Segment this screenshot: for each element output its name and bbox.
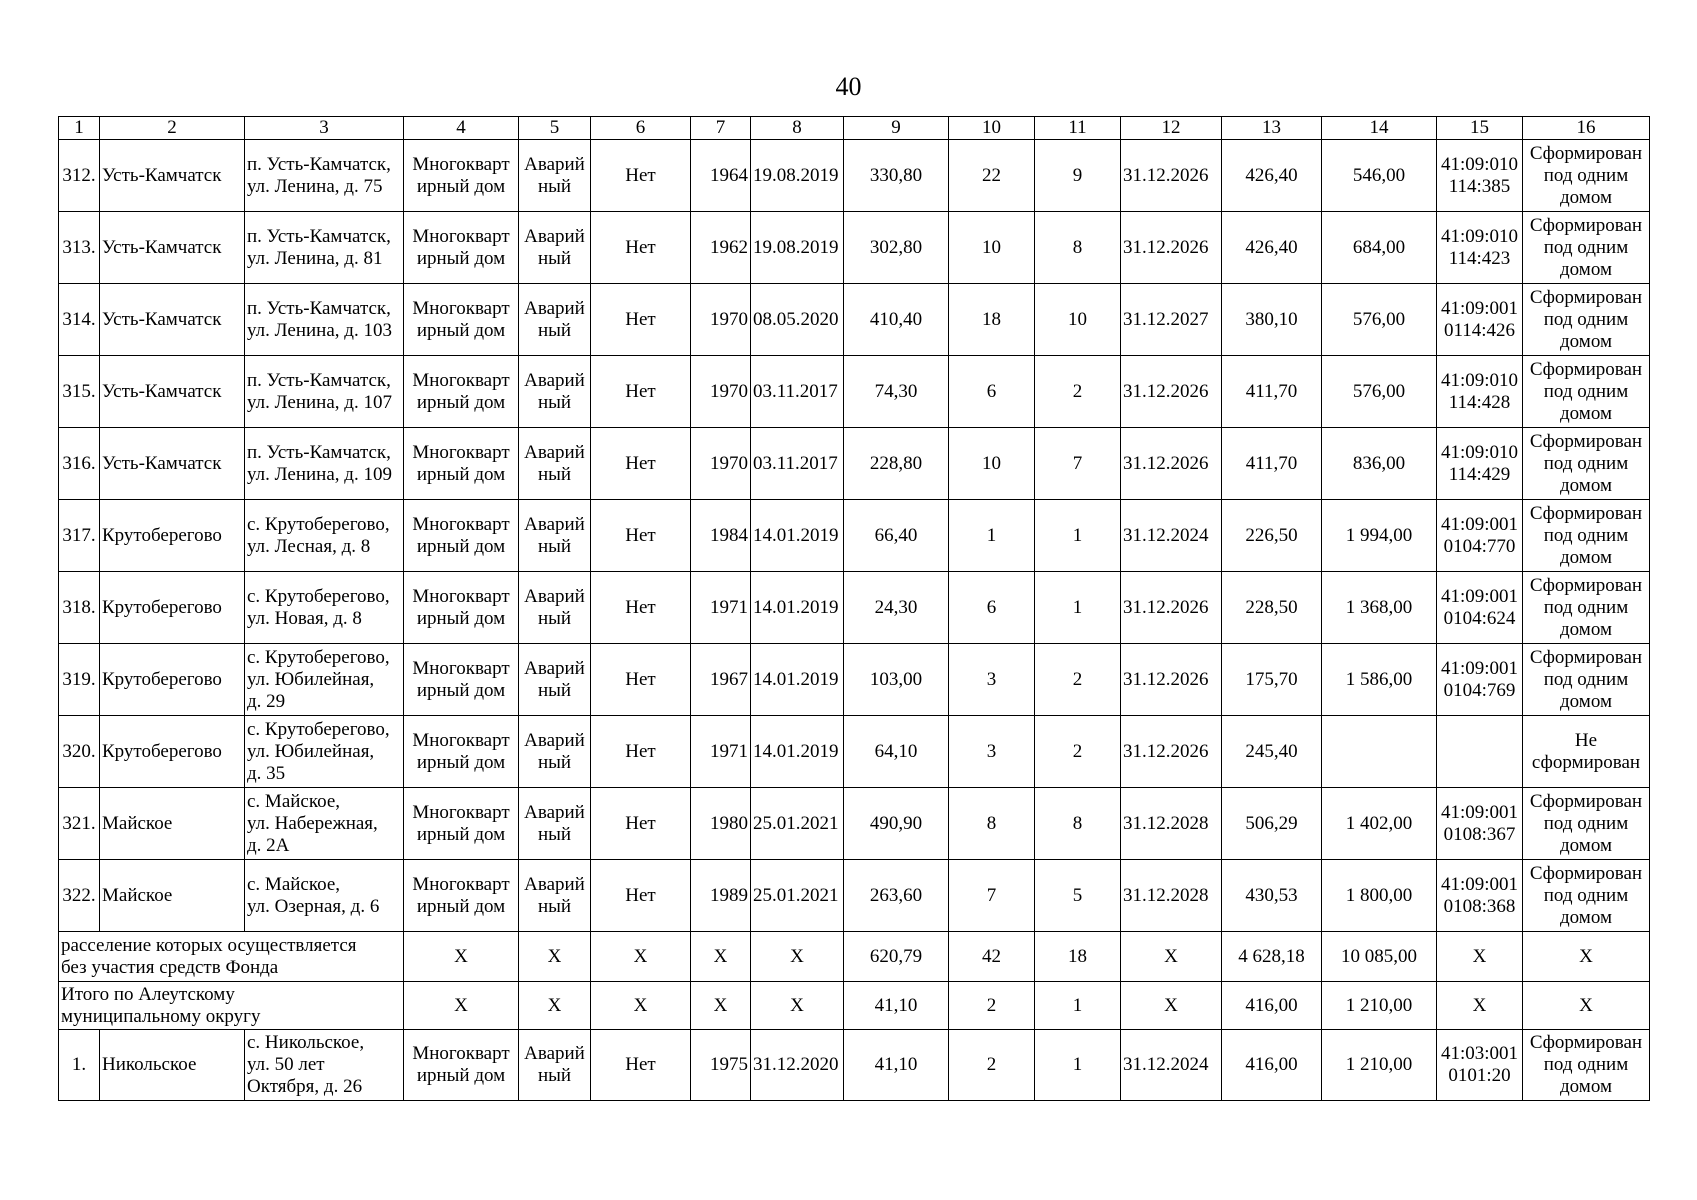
housing-register-table: [58, 116, 1650, 1101]
table-row: [59, 1030, 1650, 1101]
total-cell: 4 628,18: [1222, 932, 1322, 982]
table-cell: 321.: [59, 788, 100, 860]
column-number-cell: 13: [1222, 117, 1322, 140]
table-cell: Многокварт ирный дом: [404, 284, 519, 356]
total-cell: X: [1121, 932, 1222, 982]
table-row: [59, 788, 1650, 860]
table-cell: Сформирован под одним домом: [1523, 788, 1650, 860]
table-cell: 490,90: [844, 788, 949, 860]
column-number-cell: 8: [751, 117, 844, 140]
table-cell: Многокварт ирный дом: [404, 860, 519, 932]
table-cell: 31.12.2026: [1121, 428, 1222, 500]
table-cell: 14.01.2019: [751, 716, 844, 788]
table-cell: 41:09:001 0104:769: [1437, 644, 1523, 716]
table-cell: 10: [1035, 284, 1121, 356]
table-cell: Аварий ный: [519, 140, 591, 212]
total-cell: 2: [949, 982, 1035, 1030]
column-number-cell: 9: [844, 117, 949, 140]
table-cell: 1: [949, 500, 1035, 572]
table-cell: 8: [1035, 788, 1121, 860]
table-cell: 228,50: [1222, 572, 1322, 644]
table-cell: Многокварт ирный дом: [404, 1030, 519, 1101]
table-cell: 1 210,00: [1322, 1030, 1437, 1101]
table-cell: 31.12.2024: [1121, 1030, 1222, 1101]
table-cell: 31.12.2026: [1121, 212, 1222, 284]
table-cell: 410,40: [844, 284, 949, 356]
table-cell: 576,00: [1322, 356, 1437, 428]
total-cell: 42: [949, 932, 1035, 982]
table-cell: Многокварт ирный дом: [404, 572, 519, 644]
table-cell: Крутоберегово: [100, 644, 245, 716]
total-cell: X: [1523, 982, 1650, 1030]
column-number-cell: 10: [949, 117, 1035, 140]
table-cell: 8: [1035, 212, 1121, 284]
table-cell: Сформирован под одним домом: [1523, 500, 1650, 572]
table-cell: Аварий ный: [519, 212, 591, 284]
table-cell: Усть-Камчатск: [100, 356, 245, 428]
total-row: [59, 982, 1650, 1030]
table-cell: Нет: [591, 644, 691, 716]
table-cell: 64,10: [844, 716, 949, 788]
table-cell: 19.08.2019: [751, 140, 844, 212]
table-cell: 319.: [59, 644, 100, 716]
table-cell: Сформирован под одним домом: [1523, 860, 1650, 932]
total-cell: X: [519, 932, 591, 982]
total-cell: 1: [1035, 982, 1121, 1030]
table-cell: Нет: [591, 860, 691, 932]
table-cell: [1437, 716, 1523, 788]
table-cell: Сформирован под одним домом: [1523, 428, 1650, 500]
table-cell: Многокварт ирный дом: [404, 788, 519, 860]
table-cell: 576,00: [1322, 284, 1437, 356]
total-cell: X: [591, 932, 691, 982]
table-cell: 546,00: [1322, 140, 1437, 212]
table-cell: 1980: [691, 788, 751, 860]
table-cell: 19.08.2019: [751, 212, 844, 284]
table-cell: 1971: [691, 716, 751, 788]
table-row: [59, 140, 1650, 212]
table-cell: с. Крутоберегово, ул. Лесная, д. 8: [245, 500, 404, 572]
table-cell: Многокварт ирный дом: [404, 500, 519, 572]
table-cell: Многокварт ирный дом: [404, 356, 519, 428]
total-cell: 620,79: [844, 932, 949, 982]
column-number-cell: 2: [100, 117, 245, 140]
table-cell: п. Усть-Камчатск, ул. Ленина, д. 81: [245, 212, 404, 284]
table-cell: 41:09:010 114:423: [1437, 212, 1523, 284]
table-body: [59, 140, 1650, 1101]
table-cell: 41:09:001 0104:624: [1437, 572, 1523, 644]
table-cell: Усть-Камчатск: [100, 428, 245, 500]
table-cell: 31.12.2028: [1121, 860, 1222, 932]
table-cell: 41:09:001 0108:368: [1437, 860, 1523, 932]
table-cell: 14.01.2019: [751, 500, 844, 572]
table-cell: 317.: [59, 500, 100, 572]
table-cell: Сформирован под одним домом: [1523, 140, 1650, 212]
table-cell: 1: [1035, 500, 1121, 572]
table-cell: с. Никольское, ул. 50 лет Октября, д. 26: [245, 1030, 404, 1101]
table-cell: 411,70: [1222, 428, 1322, 500]
table-row: [59, 572, 1650, 644]
table-cell: Аварий ный: [519, 788, 591, 860]
table-cell: 2: [1035, 356, 1121, 428]
table-cell: п. Усть-Камчатск, ул. Ленина, д. 103: [245, 284, 404, 356]
total-label: расселение которых осуществляется без участия средств Фонда: [59, 932, 404, 982]
table-cell: 1970: [691, 428, 751, 500]
table-cell: 430,53: [1222, 860, 1322, 932]
table-cell: Аварий ный: [519, 860, 591, 932]
table-cell: 314.: [59, 284, 100, 356]
table-cell: 426,40: [1222, 140, 1322, 212]
table-cell: 31.12.2026: [1121, 644, 1222, 716]
table-cell: Крутоберегово: [100, 500, 245, 572]
table-row: [59, 212, 1650, 284]
column-number-cell: 6: [591, 117, 691, 140]
total-cell: 18: [1035, 932, 1121, 982]
table-cell: 1970: [691, 356, 751, 428]
total-cell: X: [591, 982, 691, 1030]
table-cell: 41,10: [844, 1030, 949, 1101]
table-cell: 684,00: [1322, 212, 1437, 284]
table-cell: 31.12.2027: [1121, 284, 1222, 356]
table-cell: Многокварт ирный дом: [404, 212, 519, 284]
table-cell: 175,70: [1222, 644, 1322, 716]
table-cell: 14.01.2019: [751, 644, 844, 716]
table-cell: Нет: [591, 356, 691, 428]
table-cell: Нет: [591, 428, 691, 500]
table-cell: Многокварт ирный дом: [404, 140, 519, 212]
total-cell: X: [751, 982, 844, 1030]
table-cell: 41:09:001 0104:770: [1437, 500, 1523, 572]
table-cell: Нет: [591, 212, 691, 284]
table-cell: 31.12.2026: [1121, 140, 1222, 212]
table-cell: Нет: [591, 140, 691, 212]
table-cell: 322.: [59, 860, 100, 932]
table-cell: 245,40: [1222, 716, 1322, 788]
table-cell: 10: [949, 428, 1035, 500]
table-cell: Усть-Камчатск: [100, 212, 245, 284]
table-cell: с. Майское, ул. Набережная, д. 2А: [245, 788, 404, 860]
table-cell: 1989: [691, 860, 751, 932]
table-cell: 1 586,00: [1322, 644, 1437, 716]
table-row: [59, 644, 1650, 716]
table-cell: 41:03:001 0101:20: [1437, 1030, 1523, 1101]
table-row: [59, 356, 1650, 428]
table-cell: 1: [1035, 1030, 1121, 1101]
table-cell: Нет: [591, 572, 691, 644]
column-number-cell: 3: [245, 117, 404, 140]
table-cell: 416,00: [1222, 1030, 1322, 1101]
table-cell: Нет: [591, 788, 691, 860]
table-cell: 103,00: [844, 644, 949, 716]
table-cell: Аварий ный: [519, 716, 591, 788]
table-cell: Нет: [591, 1030, 691, 1101]
table-cell: п. Усть-Камчатск, ул. Ленина, д. 109: [245, 428, 404, 500]
total-cell: X: [519, 982, 591, 1030]
table-row: [59, 860, 1650, 932]
table-cell: 5: [1035, 860, 1121, 932]
total-cell: 41,10: [844, 982, 949, 1030]
table-row: [59, 716, 1650, 788]
total-cell: 10 085,00: [1322, 932, 1437, 982]
total-cell: X: [404, 932, 519, 982]
table-cell: Нет: [591, 284, 691, 356]
table-cell: 31.12.2028: [1121, 788, 1222, 860]
table-cell: 1967: [691, 644, 751, 716]
table-cell: 302,80: [844, 212, 949, 284]
table-cell: 9: [1035, 140, 1121, 212]
table-cell: 31.12.2020: [751, 1030, 844, 1101]
table-cell: Крутоберегово: [100, 572, 245, 644]
table-cell: 8: [949, 788, 1035, 860]
table-cell: 31.12.2026: [1121, 356, 1222, 428]
table-cell: 1964: [691, 140, 751, 212]
table-cell: 263,60: [844, 860, 949, 932]
table-cell: 1970: [691, 284, 751, 356]
table-cell: с. Крутоберегово, ул. Юбилейная, д. 35: [245, 716, 404, 788]
table-cell: 14.01.2019: [751, 572, 844, 644]
table-cell: Сформирован под одним домом: [1523, 1030, 1650, 1101]
table-cell: п. Усть-Камчатск, ул. Ленина, д. 107: [245, 356, 404, 428]
total-cell: X: [1523, 932, 1650, 982]
table-cell: 836,00: [1322, 428, 1437, 500]
table-cell: 08.05.2020: [751, 284, 844, 356]
table-cell: 7: [1035, 428, 1121, 500]
table-cell: 320.: [59, 716, 100, 788]
table-cell: 03.11.2017: [751, 356, 844, 428]
table-cell: 6: [949, 572, 1035, 644]
table-cell: Сформирован под одним домом: [1523, 644, 1650, 716]
table-cell: Многокварт ирный дом: [404, 716, 519, 788]
table-cell: 7: [949, 860, 1035, 932]
table-cell: 1 402,00: [1322, 788, 1437, 860]
table-cell: 22: [949, 140, 1035, 212]
table-cell: 506,29: [1222, 788, 1322, 860]
table-cell: 1 800,00: [1322, 860, 1437, 932]
table-cell: 03.11.2017: [751, 428, 844, 500]
table-cell: Аварий ный: [519, 500, 591, 572]
column-number-cell: 7: [691, 117, 751, 140]
table-cell: 313.: [59, 212, 100, 284]
total-row: [59, 932, 1650, 982]
table-cell: 41:09:001 0114:426: [1437, 284, 1523, 356]
total-cell: X: [751, 932, 844, 982]
total-cell: 416,00: [1222, 982, 1322, 1030]
column-number-cell: 16: [1523, 117, 1650, 140]
table-cell: Майское: [100, 788, 245, 860]
table-cell: 316.: [59, 428, 100, 500]
table-cell: Никольское: [100, 1030, 245, 1101]
table-cell: 41:09:010 114:428: [1437, 356, 1523, 428]
table-cell: 24,30: [844, 572, 949, 644]
table-cell: 1: [1035, 572, 1121, 644]
column-number-cell: 15: [1437, 117, 1523, 140]
table-cell: 10: [949, 212, 1035, 284]
table-cell: Майское: [100, 860, 245, 932]
table-cell: 312.: [59, 140, 100, 212]
table-cell: 426,40: [1222, 212, 1322, 284]
column-number-row: [59, 117, 1650, 140]
table-cell: Не сформирован: [1523, 716, 1650, 788]
table-cell: п. Усть-Камчатск, ул. Ленина, д. 75: [245, 140, 404, 212]
table-cell: 41:09:010 114:385: [1437, 140, 1523, 212]
table-cell: Аварий ный: [519, 572, 591, 644]
table-cell: Сформирован под одним домом: [1523, 284, 1650, 356]
table-row: [59, 500, 1650, 572]
table-cell: 2: [1035, 644, 1121, 716]
table-cell: 318.: [59, 572, 100, 644]
table-cell: с. Крутоберегово, ул. Новая, д. 8: [245, 572, 404, 644]
table-cell: Крутоберегово: [100, 716, 245, 788]
table-cell: 3: [949, 716, 1035, 788]
table-cell: 25.01.2021: [751, 860, 844, 932]
table-cell: 31.12.2026: [1121, 572, 1222, 644]
table-cell: 1971: [691, 572, 751, 644]
column-number-cell: 11: [1035, 117, 1121, 140]
total-cell: X: [1121, 982, 1222, 1030]
table-cell: 1.: [59, 1030, 100, 1101]
table-cell: Нет: [591, 500, 691, 572]
table-cell: 330,80: [844, 140, 949, 212]
table-cell: 228,80: [844, 428, 949, 500]
total-cell: X: [691, 982, 751, 1030]
table-cell: Сформирован под одним домом: [1523, 356, 1650, 428]
table-row: [59, 428, 1650, 500]
table-cell: 25.01.2021: [751, 788, 844, 860]
table-cell: Аварий ный: [519, 428, 591, 500]
table-cell: 226,50: [1222, 500, 1322, 572]
table-cell: Аварий ный: [519, 284, 591, 356]
table-cell: 31.12.2026: [1121, 716, 1222, 788]
column-number-cell: 5: [519, 117, 591, 140]
table-cell: 66,40: [844, 500, 949, 572]
table-cell: Аварий ный: [519, 1030, 591, 1101]
total-cell: 1 210,00: [1322, 982, 1437, 1030]
table-cell: Усть-Камчатск: [100, 284, 245, 356]
table-cell: Сформирован под одним домом: [1523, 572, 1650, 644]
table-cell: с. Крутоберегово, ул. Юбилейная, д. 29: [245, 644, 404, 716]
page-number: 40: [835, 72, 862, 101]
total-cell: X: [1437, 982, 1523, 1030]
table-cell: 1962: [691, 212, 751, 284]
table-cell: 3: [949, 644, 1035, 716]
total-cell: X: [404, 982, 519, 1030]
table-cell: Сформирован под одним домом: [1523, 212, 1650, 284]
table-cell: 380,10: [1222, 284, 1322, 356]
table-cell: Многокварт ирный дом: [404, 644, 519, 716]
table-cell: [1322, 716, 1437, 788]
table-cell: с. Майское, ул. Озерная, д. 6: [245, 860, 404, 932]
table-cell: 41:09:010 114:429: [1437, 428, 1523, 500]
table-cell: Многокварт ирный дом: [404, 428, 519, 500]
table-cell: 1975: [691, 1030, 751, 1101]
table-cell: Аварий ный: [519, 356, 591, 428]
table-cell: 2: [1035, 716, 1121, 788]
table-cell: 41:09:001 0108:367: [1437, 788, 1523, 860]
total-cell: X: [691, 932, 751, 982]
total-cell: X: [1437, 932, 1523, 982]
column-number-cell: 4: [404, 117, 519, 140]
table-cell: Нет: [591, 716, 691, 788]
column-number-cell: 14: [1322, 117, 1437, 140]
column-number-cell: 12: [1121, 117, 1222, 140]
table-cell: Аварий ный: [519, 644, 591, 716]
table-row: [59, 284, 1650, 356]
total-label: Итого по Алеутскому муниципальному округу: [59, 982, 404, 1030]
table-cell: 1984: [691, 500, 751, 572]
table-cell: 2: [949, 1030, 1035, 1101]
table-cell: 1 994,00: [1322, 500, 1437, 572]
table-cell: 74,30: [844, 356, 949, 428]
column-number-cell: 1: [59, 117, 100, 140]
table-cell: 31.12.2024: [1121, 500, 1222, 572]
table-cell: 6: [949, 356, 1035, 428]
table-cell: 18: [949, 284, 1035, 356]
table-cell: 411,70: [1222, 356, 1322, 428]
table-cell: 1 368,00: [1322, 572, 1437, 644]
table-cell: 315.: [59, 356, 100, 428]
table-cell: Усть-Камчатск: [100, 140, 245, 212]
